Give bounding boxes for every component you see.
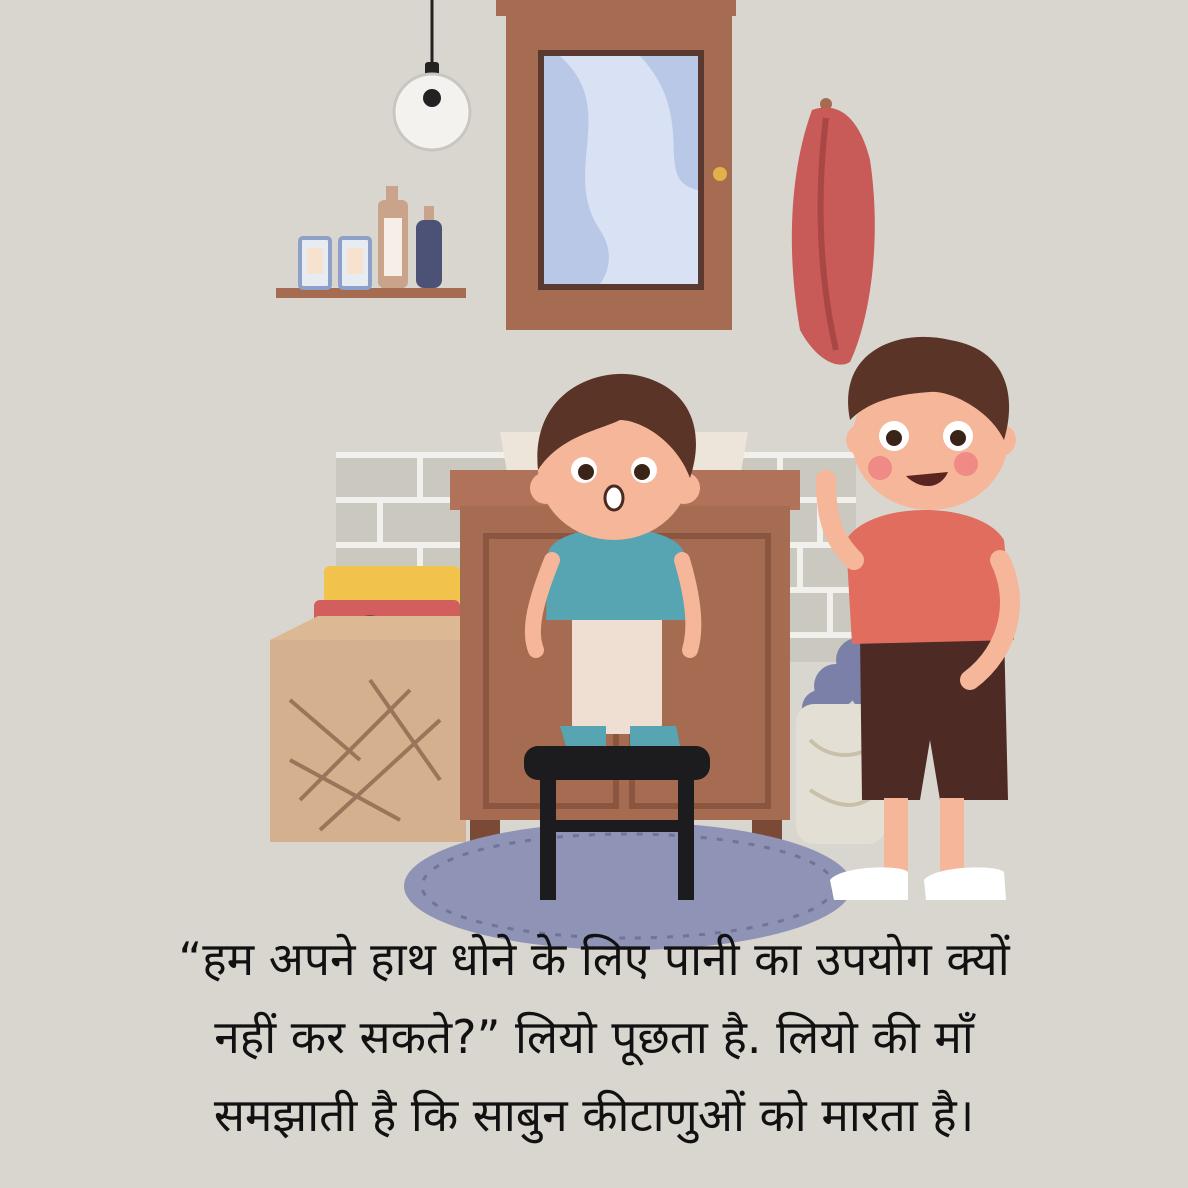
hanging-lamp [394, 0, 470, 150]
wall-shelf [276, 186, 466, 298]
caption-line-3: समझाती है कि साबुन कीटाणुओं को मारता है। [213, 1088, 975, 1142]
storage-basket [270, 566, 466, 842]
story-caption [0, 920, 1188, 1154]
caption-line-2: नहीं कर सकते?” लियो पूछता है. लियो की माँ [214, 1010, 974, 1064]
caption-line-1: “हम अपने हाथ धोने के लिए पानी का उपयोग क्यों [178, 932, 1010, 986]
mirror-cabinet [496, 0, 736, 330]
hanging-towel [792, 98, 875, 365]
